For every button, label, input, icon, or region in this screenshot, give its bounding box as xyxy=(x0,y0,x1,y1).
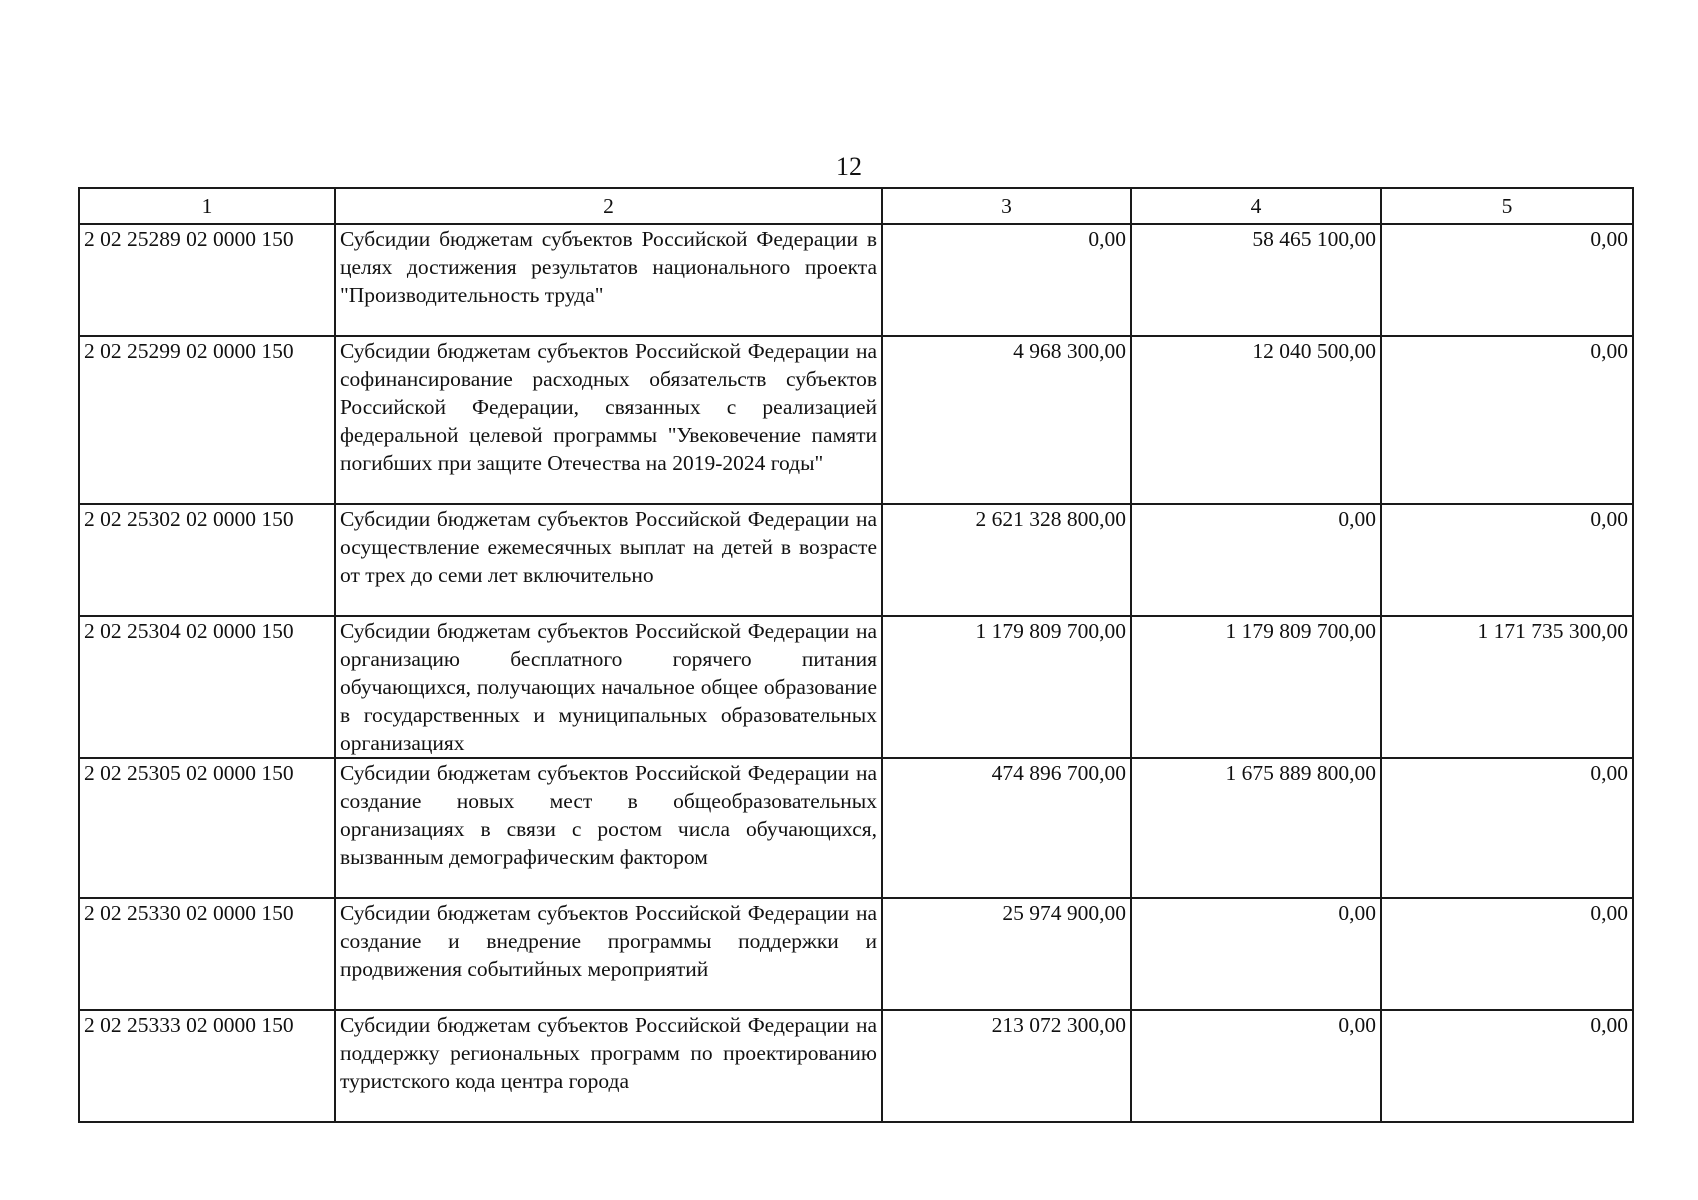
table-row xyxy=(79,616,1633,758)
budget-code-cell: 2 02 25330 02 0000 150 xyxy=(79,898,335,1010)
amount-col3-cell: 1 179 809 700,00 xyxy=(882,616,1131,758)
amount-col3-cell: 213 072 300,00 xyxy=(882,1010,1131,1122)
amount-col5-cell: 0,00 xyxy=(1381,504,1633,616)
amount-col5-cell: 1 171 735 300,00 xyxy=(1381,616,1633,758)
amount-col3-cell: 474 896 700,00 xyxy=(882,758,1131,898)
description-cell: Субсидии бюджетам субъектов Российской Федерации на организацию бесплатного горячего питания обучающихся, получающих начальное общее образование в государственных и муниципальных образовательных организациях xyxy=(335,616,882,758)
table-row xyxy=(79,898,1633,1010)
description-cell: Субсидии бюджетам субъектов Российской Федерации в целях достижения результатов национального проекта "Производительность труда" xyxy=(335,224,882,336)
amount-col3-cell: 2 621 328 800,00 xyxy=(882,504,1131,616)
budget-code-cell: 2 02 25305 02 0000 150 xyxy=(79,758,335,898)
amount-col4-cell: 0,00 xyxy=(1131,504,1381,616)
amount-col5-cell: 0,00 xyxy=(1381,1010,1633,1122)
column-header-2: 2 xyxy=(335,188,882,224)
amount-col3-cell: 4 968 300,00 xyxy=(882,336,1131,504)
column-header-5: 5 xyxy=(1381,188,1633,224)
description-cell: Субсидии бюджетам субъектов Российской Федерации на софинансирование расходных обязательств субъектов Российской Федерации, связанных с реализацией федеральной целевой программы "Увековечение памяти погибших при защите Отечества на 2019-2024 годы" xyxy=(335,336,882,504)
amount-col5-cell: 0,00 xyxy=(1381,336,1633,504)
amount-col4-cell: 0,00 xyxy=(1131,898,1381,1010)
amount-col4-cell: 58 465 100,00 xyxy=(1131,224,1381,336)
page-number: 12 xyxy=(836,152,862,181)
description-cell: Субсидии бюджетам субъектов Российской Федерации на осуществление ежемесячных выплат на детей в возрасте от трех до семи лет включительно xyxy=(335,504,882,616)
column-header-4: 4 xyxy=(1131,188,1381,224)
budget-code-cell: 2 02 25302 02 0000 150 xyxy=(79,504,335,616)
amount-col4-cell: 1 675 889 800,00 xyxy=(1131,758,1381,898)
column-header-1: 1 xyxy=(79,188,335,224)
budget-table xyxy=(78,187,1634,1123)
amount-col5-cell: 0,00 xyxy=(1381,758,1633,898)
table-row xyxy=(79,1010,1633,1122)
table-row xyxy=(79,758,1633,898)
amount-col4-cell: 0,00 xyxy=(1131,1010,1381,1122)
amount-col3-cell: 0,00 xyxy=(882,224,1131,336)
description-cell: Субсидии бюджетам субъектов Российской Федерации на создание новых мест в общеобразовательных организациях в связи с ростом числа обучающихся, вызванным демографическим фактором xyxy=(335,758,882,898)
amount-col4-cell: 12 040 500,00 xyxy=(1131,336,1381,504)
description-cell: Субсидии бюджетам субъектов Российской Федерации на создание и внедрение программы поддержки и продвижения событийных мероприятий xyxy=(335,898,882,1010)
table-row xyxy=(79,224,1633,336)
amount-col3-cell: 25 974 900,00 xyxy=(882,898,1131,1010)
table-row xyxy=(79,504,1633,616)
amount-col4-cell: 1 179 809 700,00 xyxy=(1131,616,1381,758)
table-row xyxy=(79,336,1633,504)
budget-code-cell: 2 02 25304 02 0000 150 xyxy=(79,616,335,758)
budget-code-cell: 2 02 25299 02 0000 150 xyxy=(79,336,335,504)
column-header-3: 3 xyxy=(882,188,1131,224)
amount-col5-cell: 0,00 xyxy=(1381,898,1633,1010)
amount-col5-cell: 0,00 xyxy=(1381,224,1633,336)
header-row xyxy=(79,188,1633,224)
budget-code-cell: 2 02 25333 02 0000 150 xyxy=(79,1010,335,1122)
description-cell: Субсидии бюджетам субъектов Российской Федерации на поддержку региональных программ по проектированию туристского кода центра города xyxy=(335,1010,882,1122)
budget-code-cell: 2 02 25289 02 0000 150 xyxy=(79,224,335,336)
